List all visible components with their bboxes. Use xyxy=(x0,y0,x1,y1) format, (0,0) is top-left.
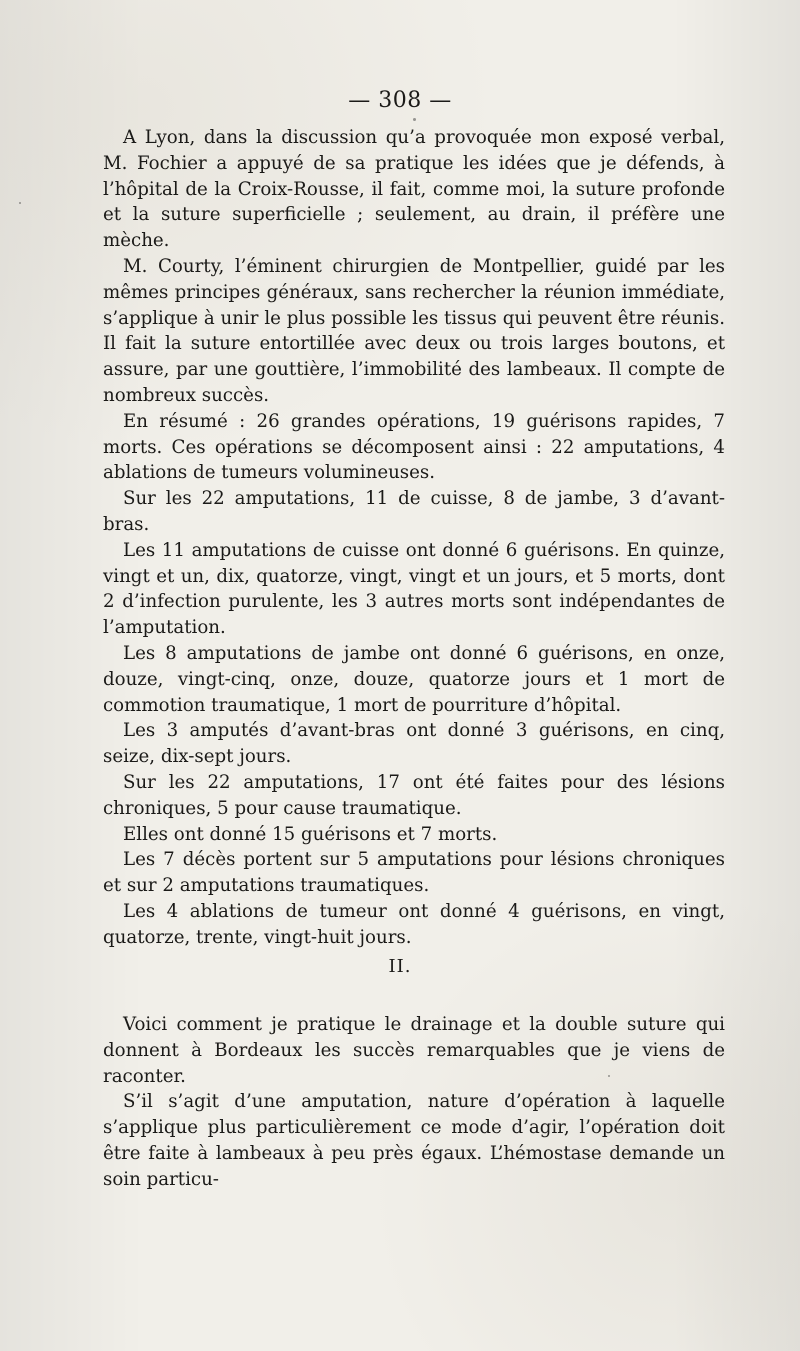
page-number: — 308 — xyxy=(348,88,452,113)
section-heading: II. xyxy=(388,956,412,977)
paragraph: M. Courty, l’éminent chirurgien de Montpellier, guidé par les mêmes principes généraux, sans rechercher la réunion immédiate, s’applique à unir le plus possible les tissus qui peuvent être réunis. Il fait la suture entortillée avec deux ou trois larges boutons, et assure, par une gouttière, l’immobilité des lambeaux. Il compte de nombreux succès. xyxy=(103,255,725,406)
paragraph: Les 4 ablations de tumeur ont donné 4 guérisons, en vingt, quatorze, trente, vingt-huit jours. xyxy=(103,900,725,948)
paragraph: Les 7 décès portent sur 5 amputations pour lésions chroniques et sur 2 amputations traumatiques. xyxy=(103,849,725,897)
paragraph: Les 3 amputés d’avant-bras ont donné 3 guérisons, en cinq, seize, dix-sept jours. xyxy=(103,720,725,768)
paragraph: Les 8 amputations de jambe ont donné 6 guérisons, en onze, douze, vingt-cinq, onze, douze, quatorze jours et 1 mort de commotion traumatique, 1 mort de pourriture d’hôpital. xyxy=(103,642,725,716)
paragraph: Sur les 22 amputations, 11 de cuisse, 8 de jambe, 3 d’avant-bras. xyxy=(103,488,725,535)
ink-speck xyxy=(19,202,21,204)
paragraph: Voici comment je pratique le drainage et la double suture qui donnent à Bordeaux les succès remarquables que je viens de raconter. xyxy=(103,1014,725,1087)
paragraph: Les 11 amputations de cuisse ont donné 6 guérisons. En quinze, vingt et un, dix, quatorze, vingt, vingt et un jours, et 5 morts, dont 2 d’infection purulente, les 3 autres morts sont indépendantes de l’amputation. xyxy=(103,539,725,639)
paragraph: Elles ont donné 15 guérisons et 7 morts. xyxy=(123,823,498,845)
ink-speck xyxy=(413,118,416,121)
paragraph: A Lyon, dans la discussion qu’a provoquée mon exposé verbal, M. Fochier a appuyé de sa pratique les idées que je défends, à l’hôpital de la Croix-Rousse, il fait, comme moi, la suture profonde et la suture superficielle ; seulement, au drain, il préfère une mèche. xyxy=(103,127,725,252)
ink-speck xyxy=(608,1075,610,1077)
main-text-block xyxy=(103,125,725,951)
paragraph: S’il s’agit d’une amputation, nature d’opération à laquelle s’applique plus particulièrement ce mode d’agir, l’opération doit être faite à lambeaux à peu près égaux. L’hémostase demande un soin particu- xyxy=(103,1091,725,1190)
section-two-text-block xyxy=(103,1012,725,1193)
paragraph: Sur les 22 amputations, 17 ont été faites pour des lésions chroniques, 5 pour cause traumatique. xyxy=(103,771,725,819)
paragraph: En résumé : 26 grandes opérations, 19 guérisons rapides, 7 morts. Ces opérations se décomposent ainsi : 22 amputations, 4 ablations de tumeurs volumineuses. xyxy=(103,410,725,484)
